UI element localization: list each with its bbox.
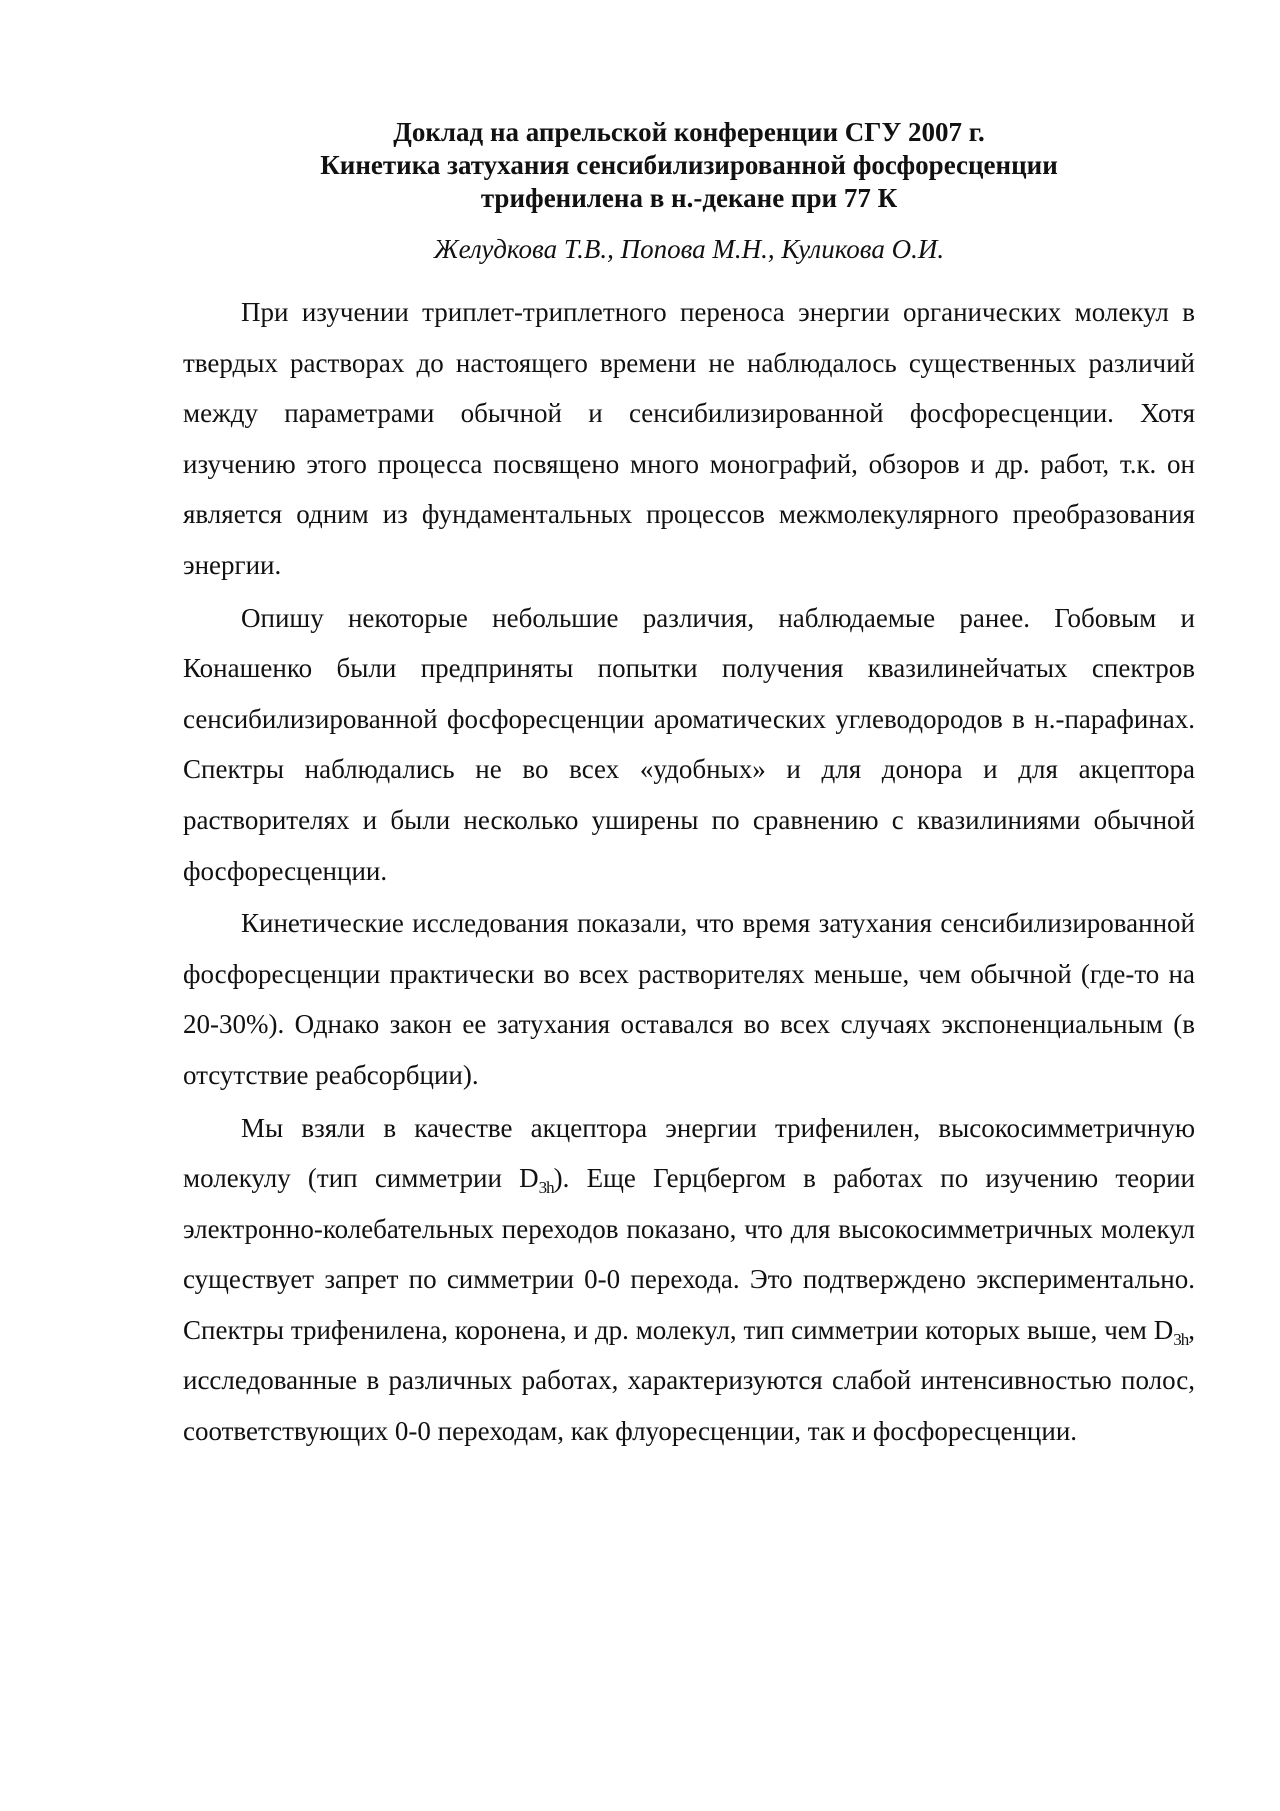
paragraph-4 — [183, 1103, 1195, 1457]
title-line-topic: Кинетика затухания сенсибилизированной фосфоресценции — [320, 150, 1058, 180]
body-text — [183, 287, 1195, 1457]
paragraph-4-text-a: Мы взяли в качестве акцептора энергии трифенилен, высокосимметричную молекулу (тип симметрии D — [183, 1112, 1195, 1194]
document-title — [183, 116, 1195, 215]
paragraph-3: Кинетические исследования показали, что время затухания сенсибилизированной фосфоресценции практически во всех растворителях меньше, чем обычной (где-то на 20-30%). Однако закон ее затухания оставался во всех случаях экспоненциальным (в отсутствие реабсорбции). — [183, 908, 1195, 1090]
symmetry-subscript: 3h — [538, 1178, 554, 1198]
paragraph-4-text-b: ). Еще Герцбергом в работах по изучению теории электронно-колебательных переходов показано, что для высокосимметричных молекул существует запрет по симметрии 0-0 перехода. Это подтверждено экспериментально. Спектры трифенилена, коронена, и др. молекул, тип симметрии которых выше, чем D — [183, 1163, 1196, 1345]
title-line-subject: трифенилена в н.-декане при 77 К — [480, 183, 898, 213]
paragraph-4-text-c: , исследованные в различных работах, характеризуются слабой интенсивностью полос, соответствующих 0-0 переходам, как флуоресценции, так и фосфоресценции. — [183, 1314, 1195, 1447]
paragraph-1: При изучении триплет-триплетного переноса энергии органических молекул в твердых растворах до настоящего времени не наблюдалось существенных различий между параметрами обычной и сенсибилизированной фосфоресценции. Хотя изучению этого процесса посвящено много монографий, обзоров и др. работ, т.к. он является одним из фундаментальных процессов межмолекулярного преобразования энергии. — [183, 297, 1195, 580]
paragraph-2: Опишу некоторые небольшие различия, наблюдаемые ранее. Гобовым и Конашенко были предприняты попытки получения квазилинейчатых спектров сенсибилизированной фосфоресценции ароматических углеводородов в н.-парафинах. Спектры наблюдались не во всех «удобных» и для донора и для акцептора растворителях и были несколько уширены по сравнению с квазилиниями обычной фосфоресценции. — [183, 602, 1195, 886]
authors-line: Желудкова Т.В., Попова М.Н., Куликова О.И. — [433, 234, 945, 264]
title-line-conference: Доклад на апрельской конференции СГУ 2007 г. — [393, 117, 985, 147]
document-page — [183, 116, 1195, 1457]
symmetry-subscript: 3h — [1173, 1329, 1189, 1349]
